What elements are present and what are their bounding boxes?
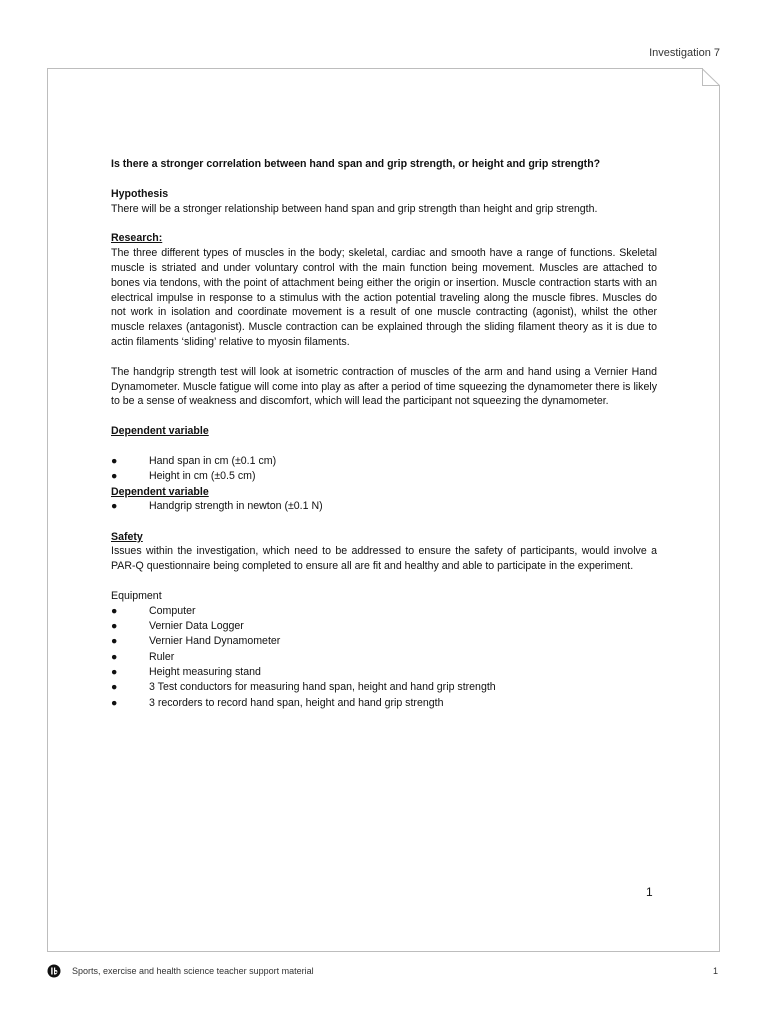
page-corner-fold-icon	[702, 68, 720, 86]
independent-variables-list	[111, 454, 657, 485]
list-item	[111, 650, 657, 665]
footer-title: Sports, exercise and health science teacher support material	[72, 966, 314, 976]
list-item-text: 3 recorders to record hand span, height and hand grip strength	[149, 696, 444, 709]
equipment-list	[111, 604, 657, 711]
document-body	[111, 157, 657, 711]
safety-heading: Safety	[111, 530, 143, 543]
independent-variables-heading: Dependent variable	[111, 425, 209, 438]
bullet-icon: ●	[111, 620, 118, 633]
document-page-number: 1	[646, 885, 653, 899]
list-item-text: Vernier Data Logger	[149, 620, 244, 633]
list-item	[111, 680, 657, 695]
list-item-text: Vernier Hand Dynamometer	[149, 635, 281, 648]
bullet-icon: ●	[111, 696, 118, 709]
list-item	[111, 499, 657, 514]
list-item	[111, 454, 657, 469]
ib-logo-icon	[47, 964, 61, 978]
list-item-text: Hand span in cm (±0.1 cm)	[149, 454, 277, 467]
bullet-icon: ●	[111, 500, 118, 513]
page-footer	[47, 964, 720, 980]
bullet-icon: ●	[111, 650, 118, 663]
equipment-heading: Equipment	[111, 590, 162, 603]
list-item	[111, 634, 657, 649]
hypothesis-heading: Hypothesis	[111, 187, 169, 200]
list-item-text: Height measuring stand	[149, 666, 261, 679]
bullet-icon: ●	[111, 635, 118, 648]
bullet-icon: ●	[111, 666, 118, 679]
footer-page-number: 1	[712, 966, 718, 976]
list-item	[111, 619, 657, 634]
list-item-text: 3 Test conductors for measuring hand span, height and hand grip strength	[149, 681, 496, 694]
list-item-text: Ruler	[149, 650, 175, 663]
document-header-title: Investigation 7	[649, 47, 720, 59]
list-item-text: Computer	[149, 604, 196, 617]
research-question: Is there a stronger correlation between hand span and grip strength, or height and grip strength?	[111, 158, 601, 170]
list-item-text: Height in cm (±0.5 cm)	[149, 470, 256, 483]
bullet-icon: ●	[111, 604, 118, 617]
research-paragraph-2: The handgrip strength test will look at isometric contraction of muscles of the arm and hand using a Vernier Hand Dynamometer. Muscle fatigue will come into play as after a period of time squeezing the dynamometer there is likely to be a sense of weakness and discomfort, which will lead the participant not squeezing the dynamometer.	[111, 365, 657, 408]
page-frame-top-edge	[47, 68, 703, 69]
list-item	[111, 696, 657, 711]
research-paragraph-1: The three different types of muscles in the body; skeletal, cardiac and smooth have a range of functions. Skeletal muscle is striated and under voluntary control with the main function being movement. Muscles are attached to bones via tendons, with the point of attachment being either the origin or insertion. Muscle contraction starts with an electrical impulse in response to a stimulus with the action potential traveling along the muscle fibres. Muscles do not work in isolation and coordinate movement is a result of one muscle contracting (agonist), whilst the other muscle relaxes (antagonist). Muscle contraction can be explained through the sliding filament theory as it is due to actin filaments ‘sliding’ relative to myosin filaments.	[111, 247, 657, 348]
safety-text: Issues within the investigation, which need to be addressed to ensure the safety of participants, would involve a PAR-Q questionnaire being completed to ensure all are fit and healthy and able to participate in the experiment.	[111, 545, 657, 573]
page-frame-right-edge	[719, 85, 720, 952]
dependent-variables-list	[111, 499, 657, 514]
hypothesis-text: There will be a stronger relationship between hand span and grip strength than height and grip strength.	[111, 202, 598, 215]
list-item-text: Handgrip strength in newton (±0.1 N)	[149, 500, 323, 513]
bullet-icon: ●	[111, 681, 118, 694]
research-heading: Research:	[111, 232, 163, 245]
bullet-icon: ●	[111, 470, 118, 483]
bullet-icon: ●	[111, 454, 118, 467]
list-item	[111, 665, 657, 680]
list-item	[111, 469, 657, 484]
list-item	[111, 604, 657, 619]
dependent-variable-heading: Dependent variable	[111, 485, 209, 498]
